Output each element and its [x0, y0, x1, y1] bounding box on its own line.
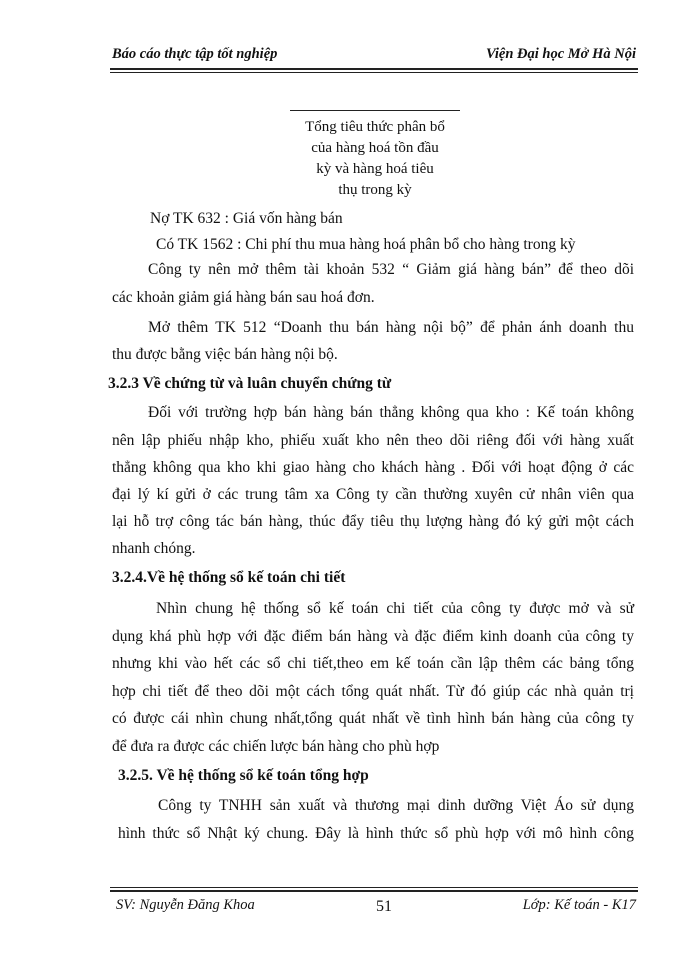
header-institution: Viện Đại học Mở Hà Nội — [486, 46, 636, 62]
paragraph-line: nhưng khi vào hết các sổ chi tiết,theo em kế toán cần lập thêm các bảng tổng — [112, 655, 634, 672]
paragraph-line: có được cái nhìn chung nhất,tổng quát nhất về tình hình bán hàng của công ty — [112, 710, 634, 727]
paragraph-line: Công ty nên mở thêm tài khoản 532 “ Giảm giá hàng bán” để theo dõi — [148, 261, 634, 278]
paragraph-line: các khoản giảm giá hàng bán sau hoá đơn. — [112, 289, 375, 306]
formula-line: thụ trong kỳ — [338, 182, 412, 198]
paragraph-line: nhanh chóng. — [112, 540, 196, 557]
page-number: 51 — [376, 898, 392, 915]
paragraph-line: thẳng không qua kho khi giao hàng cho khách hàng . Đối với hoạt động ở các — [112, 459, 634, 476]
page-header — [112, 46, 636, 68]
paragraph-line: nên lập phiếu nhập kho, phiếu xuất kho nên theo dõi riêng đối với hàng xuất — [112, 432, 634, 449]
header-divider — [110, 68, 638, 73]
paragraph-line: dụng khá phù hợp với đặc điểm bán hàng và đặc điểm kinh doanh của công ty — [112, 628, 634, 645]
formula-line: của hàng hoá tồn đầu — [311, 140, 439, 156]
paragraph-line: hình thức sổ Nhật ký chung. Đây là hình thức sổ phù hợp với mô hình công — [118, 825, 634, 842]
paragraph-line: Nhìn chung hệ thống sổ kế toán chi tiết của công ty được mở và sử — [156, 600, 634, 617]
paragraph-line: Đối với trường hợp bán hàng bán thẳng không qua kho : Kế toán không — [148, 404, 634, 421]
footer-divider — [110, 887, 638, 892]
formula-block — [290, 110, 460, 201]
footer-class: Lớp: Kế toán - K17 — [522, 897, 636, 913]
section-heading: 3.2.4.Về hệ thống sổ kế toán chi tiết — [112, 569, 346, 586]
paragraph-line: đại lý kí gửi ở các trung tâm xa Công ty cần thường xuyên cử nhân viên qua — [112, 486, 634, 503]
formula-line: kỳ và hàng hoá tiêu — [316, 161, 434, 177]
paragraph-line: Công ty TNHH sản xuất và thương mại dinh dưỡng Việt Áo sử dụng — [158, 797, 634, 814]
paragraph-line: hợp chi tiết để theo dõi một cách tổng quát nhất. Từ đó giúp các nhà quản trị — [112, 683, 634, 700]
section-heading: 3.2.3 Về chứng từ và luân chuyển chứng từ — [108, 375, 392, 392]
header-report-title: Báo cáo thực tập tốt nghiệp — [112, 46, 278, 62]
formula-line: Tổng tiêu thức phân bổ — [305, 119, 445, 135]
paragraph-line: để đưa ra được các chiến lược bán hàng cho phù hợp — [112, 738, 440, 755]
footer-student: SV: Nguyễn Đăng Khoa — [116, 897, 255, 913]
section-heading: 3.2.5. Về hệ thống sổ kế toán tổng hợp — [118, 767, 369, 784]
fraction-bar — [290, 110, 460, 111]
entry-credit: Có TK 1562 : Chi phí thu mua hàng hoá phân bổ cho hàng trong kỳ — [156, 236, 576, 253]
paragraph-line: lại hỗ trợ công tác bán hàng, thúc đẩy tiêu thụ lượng hàng đó ký gửi một cách — [112, 513, 634, 530]
paragraph-line: Mở thêm TK 512 “Doanh thu bán hàng nội bộ” để phản ánh doanh thu — [148, 319, 634, 336]
entry-debit: Nợ TK 632 : Giá vốn hàng bán — [150, 210, 343, 227]
paragraph-line: thu được bằng việc bán hàng nội bộ. — [112, 346, 338, 363]
